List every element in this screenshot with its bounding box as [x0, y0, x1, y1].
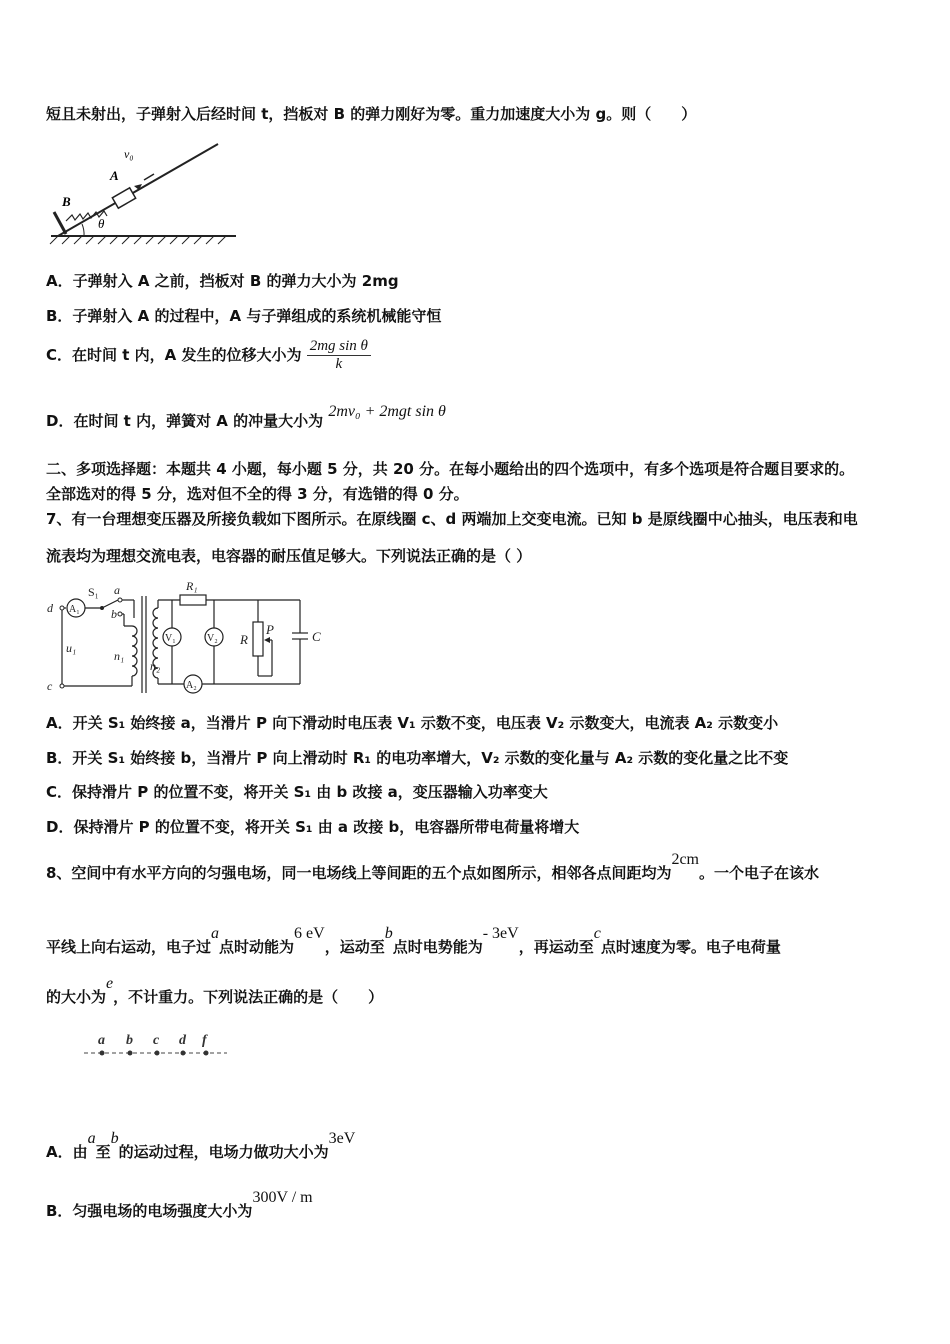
point-d: [181, 1051, 186, 1056]
label-b: b: [111, 607, 117, 621]
label-P: P: [266, 622, 274, 637]
q8-stem2-b: 点时动能为: [219, 938, 295, 956]
fraction: [307, 338, 371, 373]
field-strength-value: 300V / m: [252, 1189, 313, 1206]
q6-option-d: [46, 400, 446, 430]
label-S1: S₁: [88, 585, 99, 599]
label-A1: A₁: [69, 604, 80, 615]
label-V2: V₂: [207, 633, 218, 644]
label-A: A: [110, 168, 119, 183]
point-c: [155, 1051, 160, 1056]
math-a: a: [87, 1130, 96, 1147]
q8-stem-line1: [46, 851, 820, 883]
label-c: c: [47, 679, 53, 693]
fraction-denominator: k: [335, 356, 343, 372]
q8-opt-a-2: 至: [95, 1143, 111, 1161]
q8-option-b: [46, 1189, 313, 1221]
q6-option-c-text: C．在时间 t 内，A 发生的位移大小为: [46, 346, 302, 364]
q7-option-a: A．开关 S₁ 始终接 a，当滑片 P 向下滑动时电压表 V₁ 示数不变，电压表 V₂ 示数变大，电流表 A₂ 示数变小: [46, 714, 779, 732]
q7-stem-line2: 流表均为理想交流电表，电容器的耐压值足够大。下列说法正确的是（ ）: [46, 547, 532, 565]
q8-stem1-b: 。一个电子在该水: [699, 864, 820, 882]
label-A2: A₂: [186, 680, 197, 691]
impulse-formula: 2mv₀ + 2mgt sin θ: [328, 403, 446, 420]
label-R1: R₁: [186, 579, 198, 593]
label-C: C: [312, 629, 321, 644]
incline-figure: [46, 138, 246, 248]
q7-option-c: C．保持滑片 P 的位置不变，将开关 S₁ 由 b 改接 a，变压器输入功率变大: [46, 783, 548, 801]
q6-option-a: A．子弹射入 A 之前，挡板对 B 的弹力大小为 2mg: [46, 272, 399, 290]
spacing-value: 2cm: [671, 851, 699, 868]
math-c: c: [593, 925, 601, 942]
q8-stem2-c: ，运动至: [324, 938, 385, 956]
label-theta: θ: [98, 216, 105, 231]
label-u1: u₁: [66, 641, 77, 655]
q8-stem2-d: 点时电势能为: [392, 938, 483, 956]
label-n2: n₂: [150, 659, 161, 673]
q8-opt-a-1: A．由: [46, 1143, 88, 1161]
q7-option-d: D．保持滑片 P 的位置不变，将开关 S₁ 由 a 改接 b，电容器所带电荷量将增大: [46, 818, 580, 836]
section-header-line1: 二、多项选择题：本题共 4 小题，每小题 5 分，共 20 分。在每小题给出的四个选项中，有多个选项是符合题目要求的。: [46, 460, 855, 478]
math-b: b: [110, 1130, 119, 1147]
q8-option-a: [46, 1130, 356, 1162]
point-b: [128, 1051, 133, 1056]
q8-stem3-a: 的大小为: [46, 988, 107, 1006]
point-label-f: f: [202, 1033, 207, 1048]
fraction-numerator: 2mg sin θ: [307, 338, 371, 356]
q7-stem-line1: 7、有一台理想变压器及所接负载如下图所示。在原线圈 c、d 两端加上交变电流。已知 b 是原线圈中心抽头，电压表和电: [46, 510, 858, 528]
q8-stem2-a: 平线上向右运动，电子过: [46, 938, 212, 956]
label-R: R: [240, 632, 248, 647]
label-n1: n₁: [114, 649, 125, 663]
q8-stem-line2: [46, 925, 781, 957]
q8-stem1-a: 8、空间中有水平方向的匀强电场，同一电场线上等间距的五个点如图所示，相邻各点间距均为: [46, 864, 672, 882]
point-label-d: d: [179, 1033, 186, 1048]
math-b: b: [384, 925, 393, 942]
q7-option-b: B．开关 S₁ 始终接 b，当滑片 P 向上滑动时 R₁ 的电功率增大，V₂ 示数的变化量与 A₂ 示数的变化量之比不变: [46, 749, 789, 767]
transformer-circuit: [44, 578, 344, 698]
math-a: a: [211, 925, 220, 942]
q6-option-b: B．子弹射入 A 的过程中，A 与子弹组成的系统机械能守恒: [46, 307, 442, 325]
work-value: 3eV: [328, 1130, 356, 1147]
q8-stem-line3: [46, 975, 384, 1007]
potential-energy-value: - 3eV: [482, 925, 519, 942]
label-B: B: [62, 194, 71, 209]
section-header-line2: 全部选对的得 5 分，选对但不全的得 3 分，有选错的得 0 分。: [46, 485, 469, 503]
label-a: a: [114, 583, 120, 597]
point-f: [204, 1051, 209, 1056]
point-label-b: b: [126, 1033, 133, 1048]
field-line-points: [82, 1028, 232, 1064]
question-intro: 短且未射出，子弹射入后经时间 t，挡板对 B 的弹力刚好为零。重力加速度大小为 g。则（ ）: [46, 105, 697, 123]
q6-option-c: [46, 338, 371, 373]
label-V1: V₁: [165, 633, 176, 644]
label-v0: v₀: [124, 147, 134, 161]
math-e: e: [106, 975, 114, 992]
point-label-c: c: [153, 1033, 160, 1048]
point-a: [100, 1051, 105, 1056]
q6-option-d-text: D．在时间 t 内，弹簧对 A 的冲量大小为: [46, 412, 324, 430]
label-d: d: [47, 601, 53, 615]
q8-stem2-e: ，再运动至: [518, 938, 594, 956]
point-label-a: a: [98, 1033, 105, 1048]
q8-opt-a-3: 的运动过程，电场力做功大小为: [118, 1143, 329, 1161]
q8-stem2-f: 点时速度为零。电子电荷量: [600, 938, 781, 956]
q8-opt-b-1: B．匀强电场的电场强度大小为: [46, 1202, 253, 1220]
q8-stem3-b: ，不计重力。下列说法正确的是（ ）: [113, 988, 384, 1006]
kinetic-energy-value: 6 eV: [294, 925, 325, 942]
